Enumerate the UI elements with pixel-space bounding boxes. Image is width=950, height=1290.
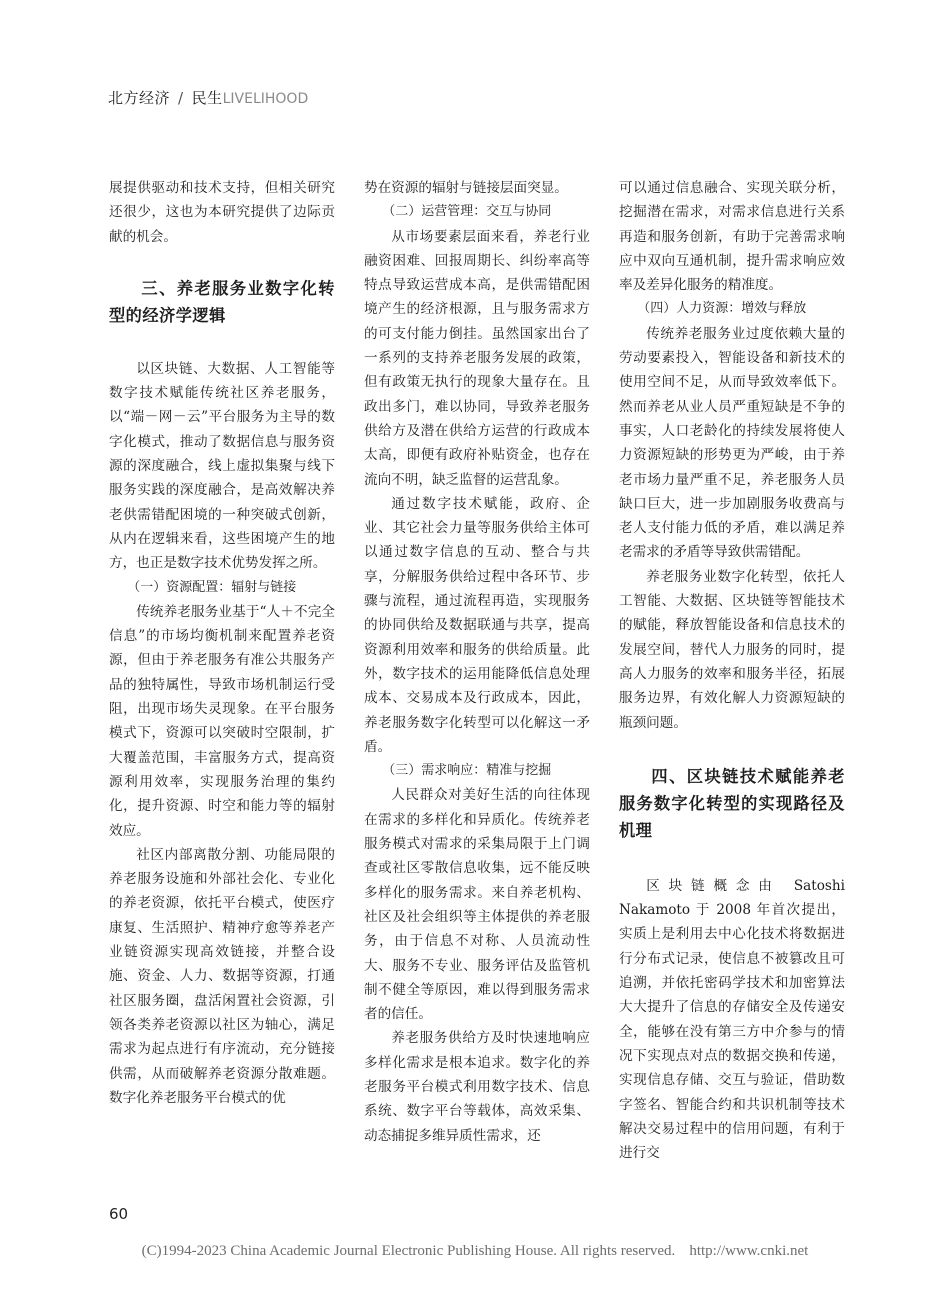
paragraph: 人民群众对美好生活的向往体现在需求的多样化和异质化。传统养老服务模式对需求的采集局限于上门调查或社区零散信息收集，远不能反映多样化的服务需求。来自养老机构、社区及社会组织等主体提供的养老服务，由于信息不对称、人员流动性大、服务不专业、服务评估及监管机制不健全等原因，难以得到服务需求者的信任。 <box>364 787 590 1023</box>
subheading-operations: （二）运营管理：交互与协同 <box>382 204 552 220</box>
paragraph: 养老服务供给方及时快速地响应多样化需求是根本追求。数字化的养老服务平台模式利用数字技术、信息系统、数字平台等载体，高效采集、动态捕捉多维异质性需求，还 <box>364 1030 590 1144</box>
paragraph: 从市场要素层面来看，养老行业融资困难、回报周期长、纠纷率高等特点导致运营成本高，是供需错配困境产生的经济根源，且与服务需求方的可支付能力倒挂。虽然国家出台了一系列的支持养老服务发展的政策，但有政策无执行的现象大量存在。且政出多门，难以协同，导致养老服务供给方及潜在供给方运营的行政成本太高，即便有政府补贴资金，也存在流向不明，缺乏监督的运营乱象。 <box>364 228 590 488</box>
column-3 <box>619 176 845 1165</box>
column-2 <box>364 176 590 1148</box>
page-number: 60 <box>109 1205 129 1223</box>
copyright-footer <box>0 1243 950 1260</box>
paragraph: 通过数字技术赋能，政府、企业、其它社会力量等服务供给主体可以通过数字信息的互动、整合与共享，分解服务供给过程中各环节、步骤与流程，通过流程再造，实现服务的协同供给及数据联通与共享，提高资源利用效率和服务的供给质量。此外，数字技术的运用能降低信息处理成本、交易成本及行政成本，因此，养老服务数字化转型可以化解这一矛盾。 <box>364 495 590 755</box>
paragraph: 传统养老服务业基于“人＋不完全信息”的市场均衡机制来配置养老资源，但由于养老服务有准公共服务产品的独特属性，导致市场机制运行受阻，出现市场失灵现象。在平台服务模式下，资源可以突破时空限制，扩大覆盖范围，丰富服务方式，提高资源利用效率，实现服务治理的集约化，提升资源、时空和能力等的辐射效应。 <box>109 603 335 839</box>
paragraph: 可以通过信息融合、实现关联分析，挖掘潜在需求，对需求信息进行关系再造和服务创新，有助于完善需求响应中双向互通机制，提升需求响应效率及差异化服务的精准度。 <box>619 180 845 294</box>
subheading-resource-allocation: （一）资源配置：辐射与链接 <box>127 579 297 595</box>
footer-url: http://www.cnki.net <box>689 1243 809 1259</box>
subheading-demand-response: （三）需求响应：精准与挖掘 <box>382 763 552 779</box>
subheading-human-resources: （四）人力资源：增效与释放 <box>637 301 807 317</box>
column-1 <box>109 176 335 1110</box>
journal-name: 北方经济 <box>108 89 171 107</box>
paragraph: 展提供驱动和技术支持，但相关研究还很少，这也为本研究提供了边际贡献的机会。 <box>109 180 335 245</box>
section-heading-4: 四、区块链技术赋能养老服务数字化转型的实现路径及机理 <box>619 766 845 840</box>
section-heading-3: 三、养老服务业数字化转型的经济学逻辑 <box>109 278 335 325</box>
paragraph: 区块链概念由 Satoshi Nakamoto 于 2008 年首次提出，实质上是利用去中心化技术将数据进行分布式记录，使信息不被篡改且可追溯，并依托密码学技术和加密算法大大提升了信息的存储安全及传递安全，能够在没有第三方中介参与的情况下实现点对点的数据交换和传递，实现信息存储、交互与验证，借助数字签名、智能合约和共识机制等技术解决交易过程中的信用问题，有利于进行交 <box>619 877 845 1162</box>
section-name-en: LIVELIHOOD <box>222 91 309 107</box>
paragraph: 以区块链、大数据、人工智能等数字技术赋能传统社区养老服务，以“端－网－云”平台服务为主导的数字化模式，推动了数据信息与服务资源的深度融合，线上虚拟集聚与线下服务实践的深度融合，是高效解决养老供需错配困境的一种突破式创新，从内在逻辑来看，这些困境产生的地方，也正是数字技术优势发挥之所。 <box>109 360 335 572</box>
paragraph: 传统养老服务业过度依赖大量的劳动要素投入，智能设备和新技术的使用空间不足，从而导致效率低下。然而养老从业人员严重短缺是不争的事实，人口老龄化的持续发展将使人力资源短缺的形势更为严峻，由于养老市场力量严重不足，养老服务人员缺口巨大，进一步加剧服务收费高与老人支付能力低的矛盾，难以满足养老需求的矛盾等导致供需错配。 <box>619 325 845 561</box>
paragraph: 社区内部离散分割、功能局限的养老服务设施和外部社会化、专业化的养老资源，依托平台模式，使医疗康复、生活照护、精神疗愈等养老产业链资源实现高效链接，并整合设施、资金、人力、数据等资源，打通社区服务圈，盘活闲置社会资源，引领各类养老资源以社区为轴心，满足需求为起点进行有序流动，充分链接供需，从而破解养老资源分散难题。数字化养老服务平台模式的优 <box>109 846 335 1106</box>
paragraph: 势在资源的辐射与链接层面突显。 <box>364 180 568 196</box>
section-name: 民生 <box>191 89 223 107</box>
copyright-text: (C)1994-2023 China Academic Journal Electronic Publishing House. All rights reserved. <box>141 1243 676 1259</box>
header-separator: / <box>178 89 184 107</box>
paragraph: 养老服务业数字化转型，依托人工智能、大数据、区块链等智能技术的赋能，释放智能设备和信息技术的发展空间，替代人力服务的同时，提高人力服务的效率和服务半径，拓展服务边界，有效化解人力资源短缺的瓶颈问题。 <box>619 568 845 731</box>
running-header <box>108 87 308 108</box>
